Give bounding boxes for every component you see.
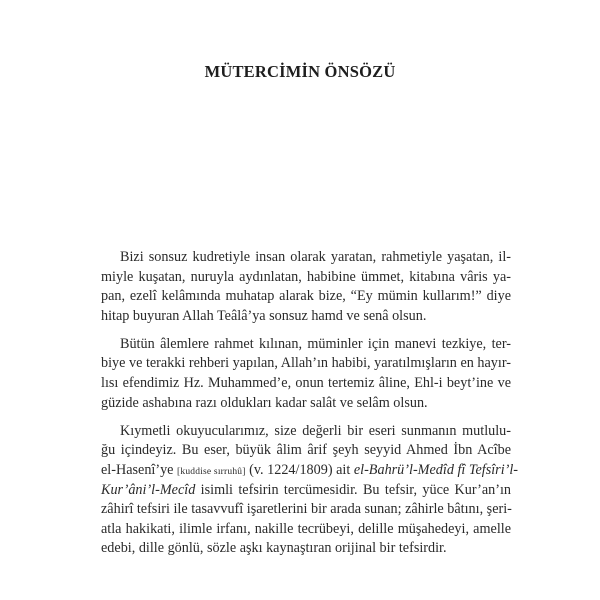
book-title-italic: Kur’âni’l-Mecîd (101, 481, 196, 498)
page-title: MÜTERCİMİN ÖNSÖZÜ (204, 62, 396, 81)
text-span: isimli tefsirin tercümesidir. Bu tefsir, yüce Kur’an’ın (195, 481, 511, 498)
text-line: zâhirî tefsiri ile tasavvufî işaretlerini bir arada sunan; zâhirle bâtını, şeri- (101, 501, 512, 518)
honorific-note: [kuddise sırruhû] (177, 466, 246, 477)
text-line: biye ve terakki rehberi yapılan, Allah’ın habibi, yaratılmışların en hayır- (101, 355, 511, 372)
book-title-italic: el-Bahrü’l-Medîd fî Tefsîri’l- (353, 461, 519, 478)
paragraph-3 (101, 422, 519, 559)
text-line: Bizi sonsuz kudretiyle insan olarak yaratan, rahmetiyle yaşatan, il- (120, 249, 511, 265)
text-line: hitap buyuran Allah Teâlâ’ya sonsuz hamd ve senâ olsun. (101, 307, 427, 324)
text-line: edebi, dille gönlü, sözle aşkı kaynaştıran orijinal bir tefsirdir. (101, 540, 447, 557)
text-line: lısı efendimiz Hz. Muhammed’e, onun tertemiz âline, Ehl-i beyt’ine ve (101, 375, 511, 392)
text-span: (v. 1224/1809) ait (245, 461, 354, 478)
text-line: ğu içindeyiz. Bu eser, büyük âlim ârif şeyh seyyid Ahmed İbn Acîbe (101, 442, 511, 459)
text-line (101, 461, 519, 481)
text-line: Bütün âlemlere rahmet kılınan, müminler için manevi tezkiye, ter- (120, 335, 511, 352)
text-line: miyle kuşatan, nuruyla aydınlatan, habibine ümmet, kitabına vâris ya- (101, 268, 511, 285)
preface-body (101, 248, 519, 559)
text-span: el-Hasenî’ye (101, 461, 178, 478)
text-line (101, 481, 511, 501)
text-line: pan, ezelî kelâmında muhatap alarak bize, “Ey mümin kullarım!” diye (101, 288, 511, 305)
text-line: güzide ashabına razı oldukları kadar salât ve selâm olsun. (101, 394, 428, 411)
text-line: atla hakikati, ilimle irfanı, nakille tecrübeyi, delille müşahedeyi, amelle (101, 520, 511, 537)
paragraph-1 (101, 248, 511, 326)
text-line: Kıymetli okuyucularımız, size değerli bir eseri sunmanın mutlulu- (120, 422, 511, 439)
paragraph-2 (101, 335, 511, 413)
